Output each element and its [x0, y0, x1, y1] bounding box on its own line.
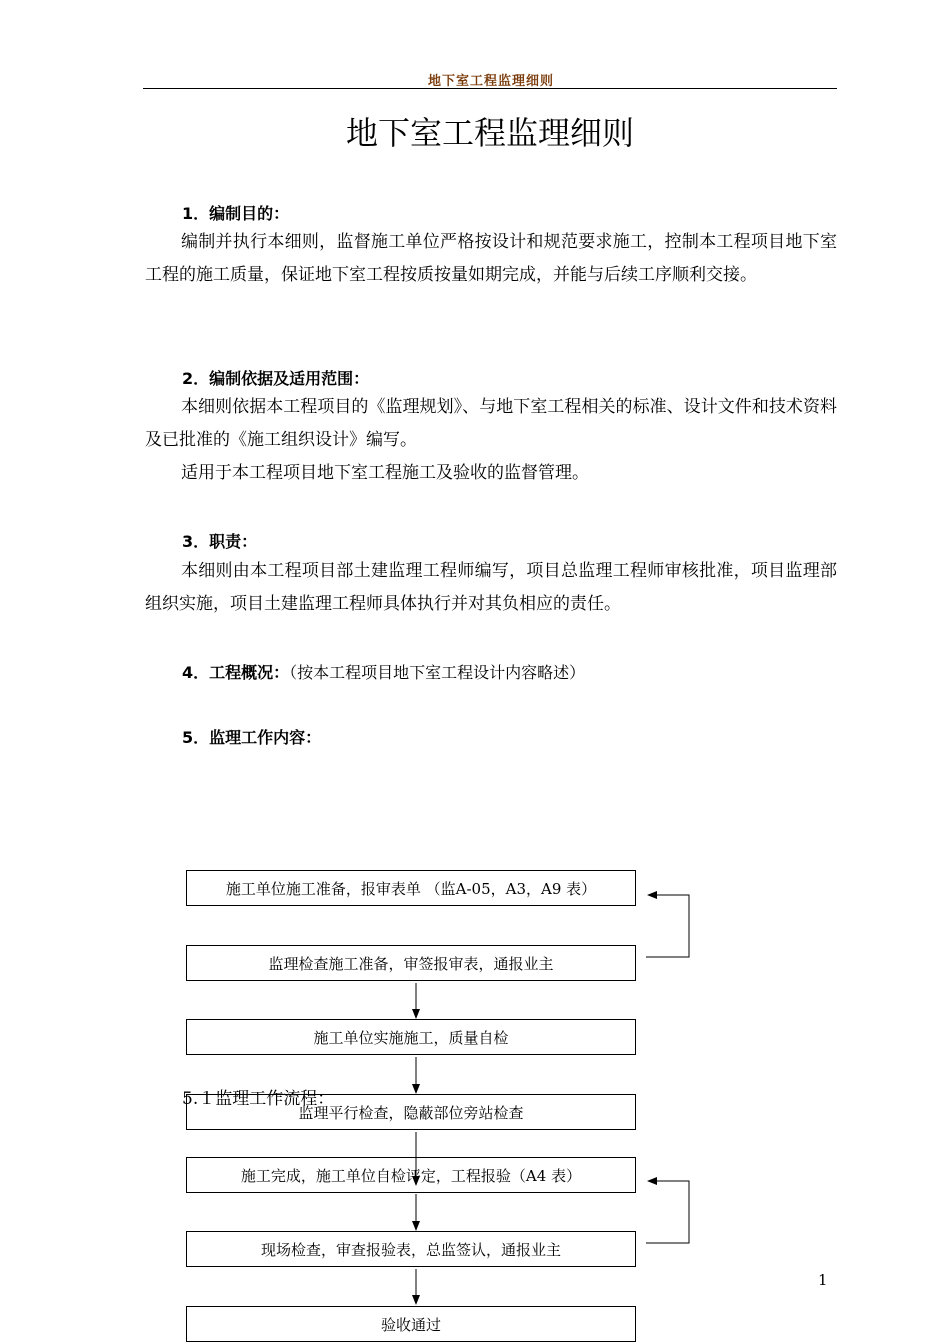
section-4-heading-text: 4．工程概况： — [182, 663, 290, 682]
section-3-paragraph: 本细则由本工程项目部土建监理工程师编写，项目总监理工程师审核批准，项目监理部组织实施，项目土建监理工程师具体执行并对其负相应的责任。 — [145, 561, 837, 614]
document-title: 地下室工程监理细则 — [345, 114, 634, 152]
section-1-heading: 1．编制目的： — [182, 204, 290, 223]
section-5-heading: 5．监理工作内容： — [182, 728, 322, 747]
flow-step-6-text: 现场检查，审查报验表，总监签认，通报业主 — [260, 1240, 561, 1259]
page-number: 1 — [818, 1271, 828, 1289]
flow-step-1 — [186, 870, 636, 906]
flow-step-4-text: 监理平行检查，隐蔽部位旁站检查 — [298, 1103, 524, 1122]
flow-step-5-text: 施工完成，施工单位自检评定，工程报验（A4 表） — [240, 1166, 582, 1185]
flow-step-5 — [186, 1157, 636, 1193]
flow-step-3-text: 施工单位实施施工，质量自检 — [313, 1028, 509, 1047]
flow-step-7-text: 验收通过 — [380, 1315, 441, 1334]
subsection-label: 5.１监理工作流程： — [182, 1089, 335, 1109]
section-1-paragraph: 编制并执行本细则，监督施工单位严格按设计和规范要求施工，控制本工程项目地下室工程的施工质量，保证地下室工程按质按量如期完成，并能与后续工序顺利交接。 — [145, 232, 837, 285]
flow-step-2-text: 监理检查施工准备，审签报审表，通报业主 — [268, 954, 554, 973]
flow-step-2 — [186, 945, 636, 981]
section-3-heading: 3．职责： — [182, 532, 258, 551]
running-header: 地下室工程监理细则 — [427, 74, 554, 89]
flow-feedback-loop-1 — [646, 895, 689, 957]
flow-step-1-text: 施工单位施工准备，报审表单 （监A-05，A3，A9 表） — [225, 879, 597, 898]
flow-step-6 — [186, 1231, 636, 1267]
section-4-note: （按本工程项目地下室工程设计内容略述） — [289, 663, 586, 682]
flow-feedback-loop-2 — [646, 1181, 689, 1243]
section-2-heading: 2．编制依据及适用范围： — [182, 369, 370, 388]
section-2-paragraph-1: 本细则依据本工程项目的《监理规划》、与地下室工程相关的标准、设计文件和技术资料及已批准的《施工组织设计》编写。 — [145, 397, 837, 450]
section-2-paragraph-2: 适用于本工程项目地下室工程施工及验收的监督管理。 — [181, 463, 589, 483]
flow-step-7 — [186, 1306, 636, 1342]
flow-step-3 — [186, 1019, 636, 1055]
